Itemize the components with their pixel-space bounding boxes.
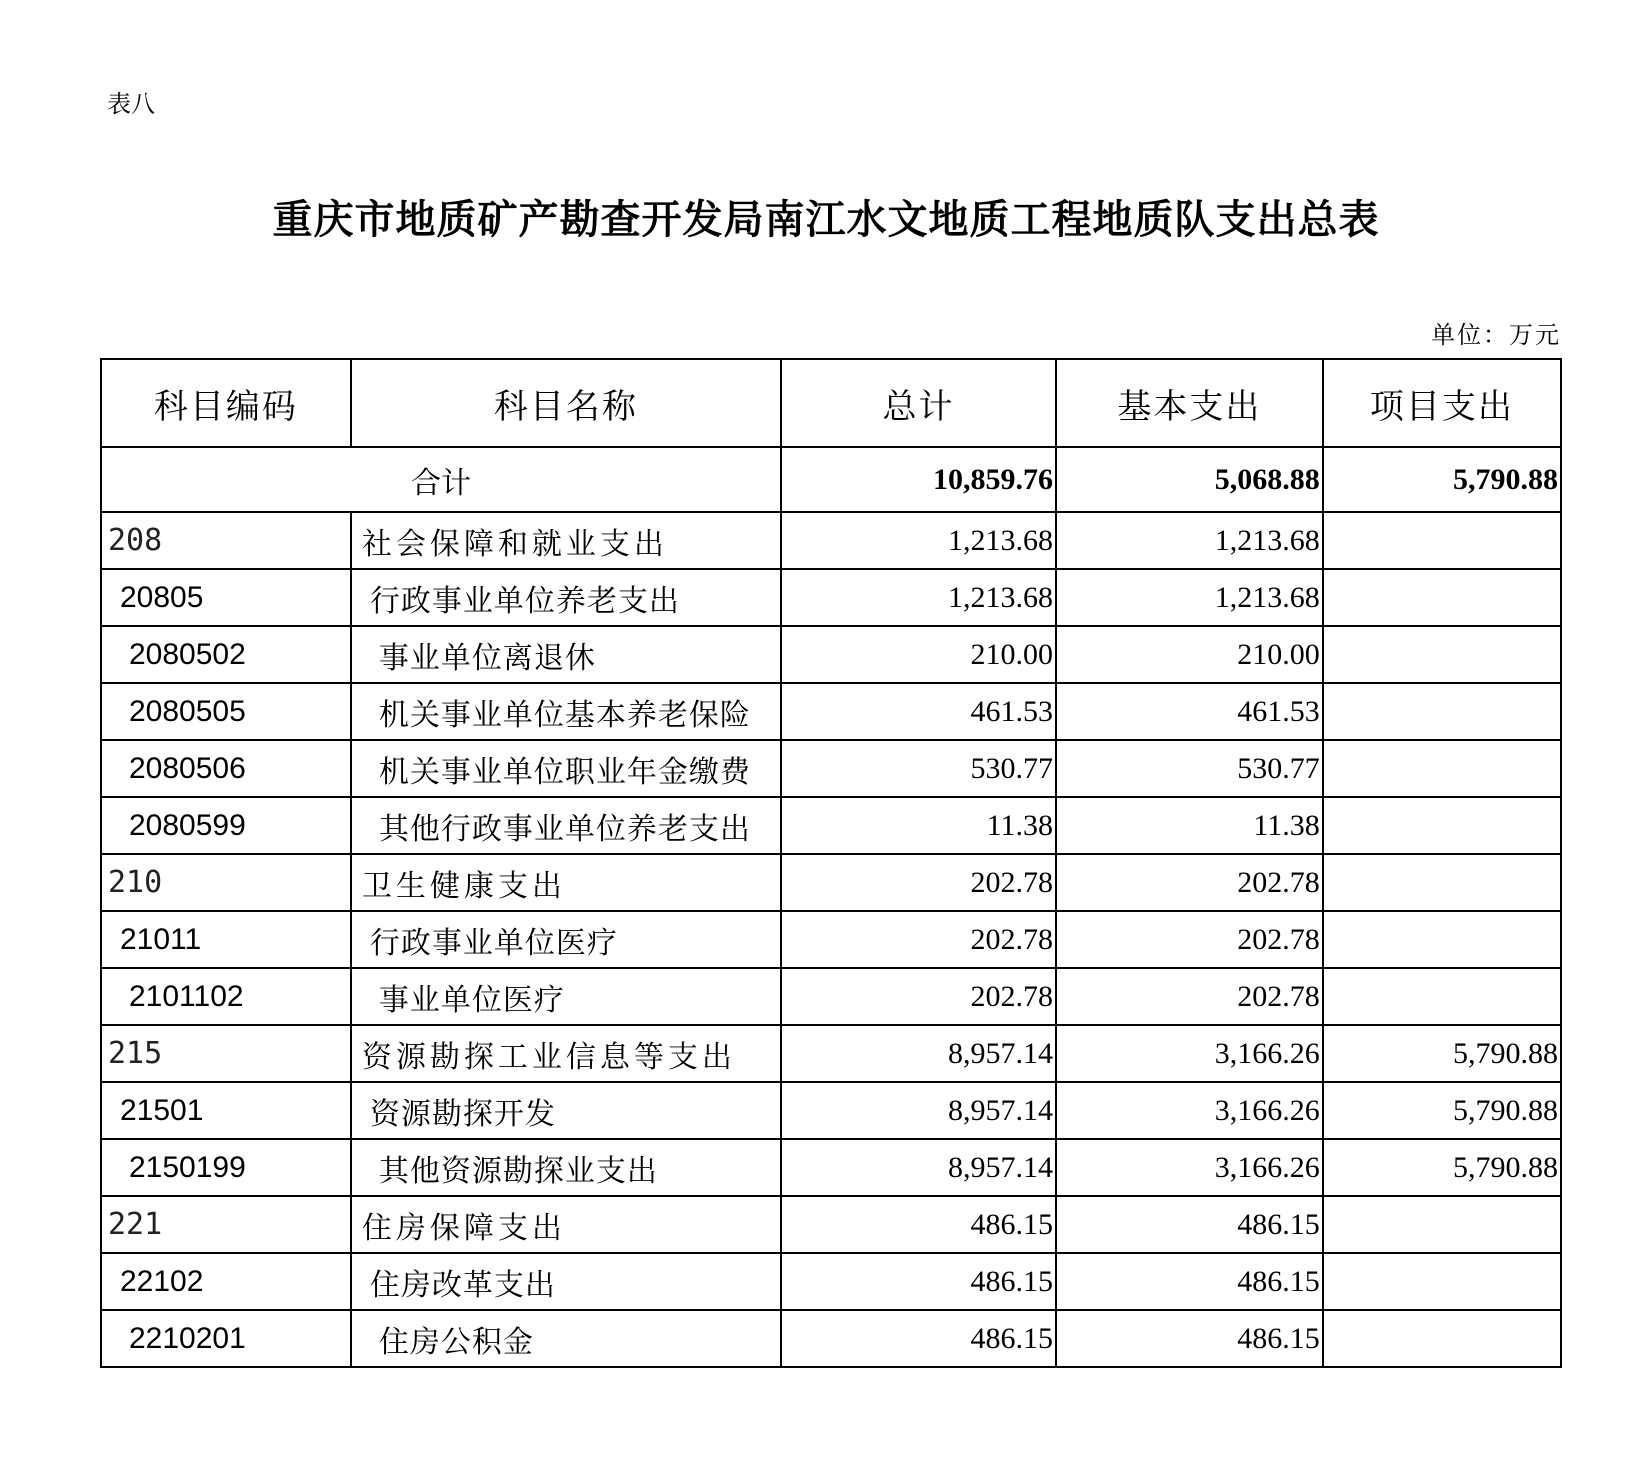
code-cell: 2080506 bbox=[101, 740, 351, 797]
table-row bbox=[101, 968, 1561, 1025]
code-cell: 210 bbox=[101, 854, 351, 911]
basic-cell: 486.15 bbox=[1056, 1196, 1323, 1253]
project-cell bbox=[1323, 911, 1561, 968]
project-cell bbox=[1323, 512, 1561, 569]
table-row bbox=[101, 854, 1561, 911]
name-cell: 住房保障支出 bbox=[351, 1196, 781, 1253]
total-cell: 530.77 bbox=[781, 740, 1056, 797]
basic-cell: 202.78 bbox=[1056, 854, 1323, 911]
code-cell: 20805 bbox=[101, 569, 351, 626]
table-row bbox=[101, 683, 1561, 740]
basic-cell: 530.77 bbox=[1056, 740, 1323, 797]
name-cell: 其他行政事业单位养老支出 bbox=[351, 797, 781, 854]
project-cell: 5,790.88 bbox=[1323, 1025, 1561, 1082]
project-cell bbox=[1323, 968, 1561, 1025]
table-row bbox=[101, 1253, 1561, 1310]
code-cell: 2080599 bbox=[101, 797, 351, 854]
name-cell: 住房公积金 bbox=[351, 1310, 781, 1367]
column-header-total: 总计 bbox=[781, 359, 1056, 447]
table-row bbox=[101, 740, 1561, 797]
total-cell: 486.15 bbox=[781, 1310, 1056, 1367]
table-row bbox=[101, 1196, 1561, 1253]
total-cell: 202.78 bbox=[781, 968, 1056, 1025]
name-cell: 卫生健康支出 bbox=[351, 854, 781, 911]
total-cell: 202.78 bbox=[781, 854, 1056, 911]
basic-cell: 3,166.26 bbox=[1056, 1025, 1323, 1082]
code-cell: 21501 bbox=[101, 1082, 351, 1139]
name-cell: 机关事业单位职业年金缴费 bbox=[351, 740, 781, 797]
total-cell: 11.38 bbox=[781, 797, 1056, 854]
table-row bbox=[101, 911, 1561, 968]
basic-cell: 3,166.26 bbox=[1056, 1082, 1323, 1139]
total-cell: 1,213.68 bbox=[781, 569, 1056, 626]
name-cell: 事业单位医疗 bbox=[351, 968, 781, 1025]
table-row bbox=[101, 1025, 1561, 1082]
table-row bbox=[101, 512, 1561, 569]
basic-cell: 202.78 bbox=[1056, 911, 1323, 968]
table-row bbox=[101, 1082, 1561, 1139]
basic-cell: 461.53 bbox=[1056, 683, 1323, 740]
basic-cell: 210.00 bbox=[1056, 626, 1323, 683]
total-cell: 486.15 bbox=[781, 1253, 1056, 1310]
name-cell: 其他资源勘探业支出 bbox=[351, 1139, 781, 1196]
project-cell bbox=[1323, 626, 1561, 683]
column-header-project: 项目支出 bbox=[1323, 359, 1561, 447]
project-cell bbox=[1323, 854, 1561, 911]
code-cell: 2080502 bbox=[101, 626, 351, 683]
basic-cell: 486.15 bbox=[1056, 1310, 1323, 1367]
total-basic-cell: 5,068.88 bbox=[1056, 447, 1323, 512]
basic-cell: 3,166.26 bbox=[1056, 1139, 1323, 1196]
table-row bbox=[101, 626, 1561, 683]
column-header-code: 科目编码 bbox=[101, 359, 351, 447]
basic-cell: 1,213.68 bbox=[1056, 512, 1323, 569]
total-label: 合计 bbox=[101, 447, 781, 512]
total-cell: 8,957.14 bbox=[781, 1025, 1056, 1082]
name-cell: 资源勘探开发 bbox=[351, 1082, 781, 1139]
column-header-name: 科目名称 bbox=[351, 359, 781, 447]
total-sum-cell: 10,859.76 bbox=[781, 447, 1056, 512]
basic-cell: 202.78 bbox=[1056, 968, 1323, 1025]
code-cell: 2210201 bbox=[101, 1310, 351, 1367]
code-cell: 22102 bbox=[101, 1253, 351, 1310]
total-row bbox=[101, 447, 1561, 512]
total-cell: 1,213.68 bbox=[781, 512, 1056, 569]
project-cell bbox=[1323, 569, 1561, 626]
total-cell: 210.00 bbox=[781, 626, 1056, 683]
total-cell: 8,957.14 bbox=[781, 1082, 1056, 1139]
table-row bbox=[101, 569, 1561, 626]
table-row bbox=[101, 1139, 1561, 1196]
name-cell: 资源勘探工业信息等支出 bbox=[351, 1025, 781, 1082]
name-cell: 机关事业单位基本养老保险 bbox=[351, 683, 781, 740]
name-cell: 事业单位离退休 bbox=[351, 626, 781, 683]
code-cell: 208 bbox=[101, 512, 351, 569]
code-cell: 2150199 bbox=[101, 1139, 351, 1196]
total-cell: 8,957.14 bbox=[781, 1139, 1056, 1196]
basic-cell: 1,213.68 bbox=[1056, 569, 1323, 626]
code-cell: 2080505 bbox=[101, 683, 351, 740]
project-cell bbox=[1323, 1253, 1561, 1310]
column-header-basic: 基本支出 bbox=[1056, 359, 1323, 447]
code-cell: 215 bbox=[101, 1025, 351, 1082]
project-cell bbox=[1323, 1310, 1561, 1367]
project-cell bbox=[1323, 740, 1561, 797]
project-cell: 5,790.88 bbox=[1323, 1139, 1561, 1196]
total-cell: 486.15 bbox=[781, 1196, 1056, 1253]
name-cell: 住房改革支出 bbox=[351, 1253, 781, 1310]
basic-cell: 11.38 bbox=[1056, 797, 1323, 854]
expenditure-table bbox=[100, 358, 1562, 1368]
total-cell: 461.53 bbox=[781, 683, 1056, 740]
table-row bbox=[101, 797, 1561, 854]
code-cell: 2101102 bbox=[101, 968, 351, 1025]
name-cell: 行政事业单位养老支出 bbox=[351, 569, 781, 626]
project-cell bbox=[1323, 683, 1561, 740]
page-title: 重庆市地质矿产勘查开发局南江水文地质工程地质队支出总表 bbox=[272, 197, 1380, 243]
basic-cell: 486.15 bbox=[1056, 1253, 1323, 1310]
table-number: 表八 bbox=[107, 90, 155, 118]
name-cell: 行政事业单位医疗 bbox=[351, 911, 781, 968]
project-cell bbox=[1323, 1196, 1561, 1253]
code-cell: 221 bbox=[101, 1196, 351, 1253]
project-cell bbox=[1323, 797, 1561, 854]
project-cell: 5,790.88 bbox=[1323, 1082, 1561, 1139]
unit-label: 单位：万元 bbox=[1431, 321, 1561, 349]
name-cell: 社会保障和就业支出 bbox=[351, 512, 781, 569]
total-project-cell: 5,790.88 bbox=[1323, 447, 1561, 512]
total-cell: 202.78 bbox=[781, 911, 1056, 968]
code-cell: 21011 bbox=[101, 911, 351, 968]
table-body bbox=[101, 447, 1561, 1367]
table-header-row bbox=[101, 359, 1561, 447]
table-row bbox=[101, 1310, 1561, 1367]
